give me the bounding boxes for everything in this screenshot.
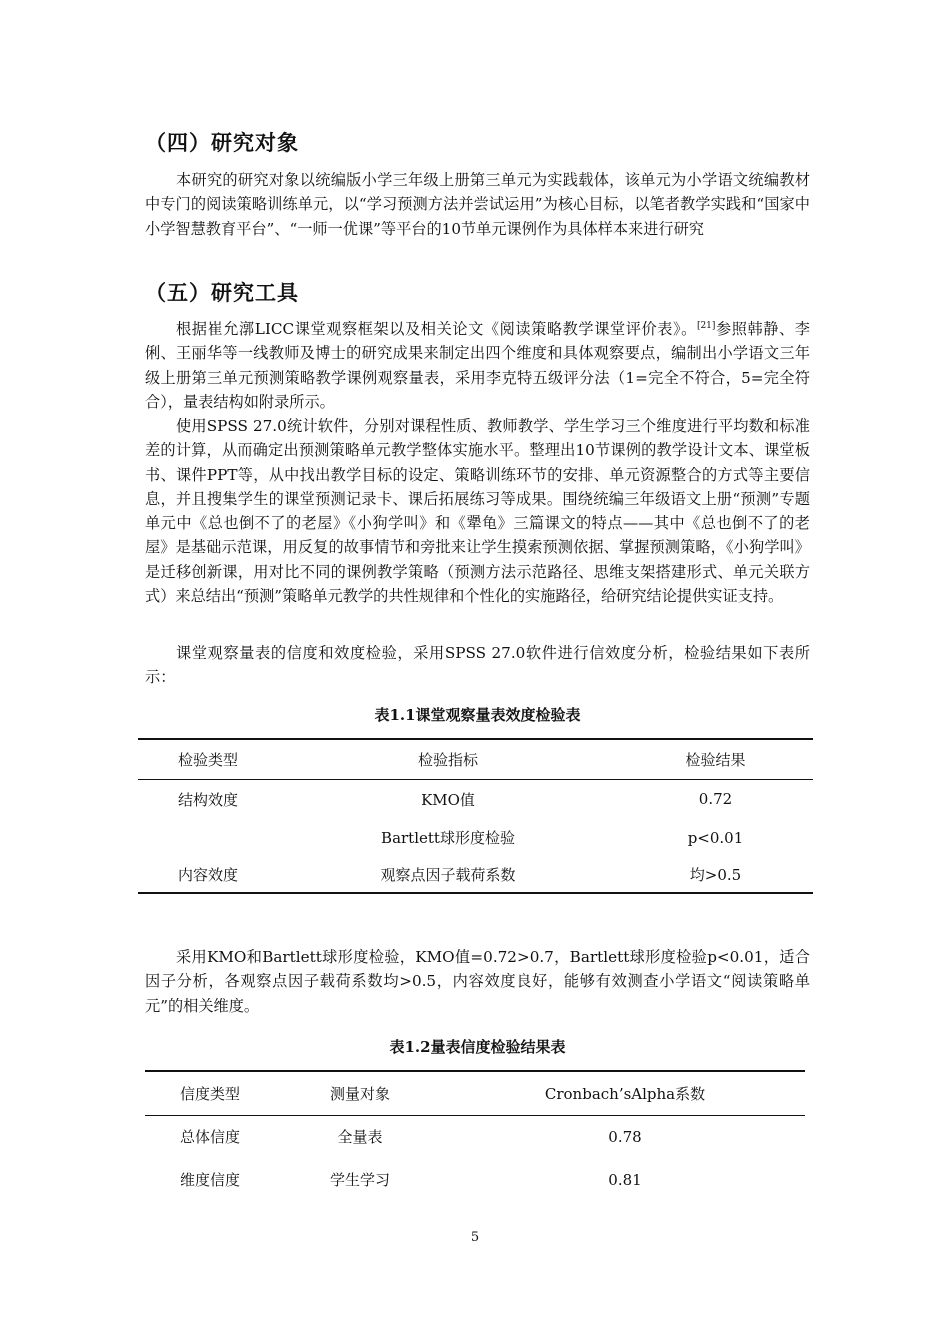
table-header-cell: 检验类型 [138, 739, 278, 779]
table-header-cell: 检验指标 [278, 739, 618, 779]
table-cell [138, 819, 278, 856]
paragraph-text: 参照韩静、李俐、王丽华等一线教师及博士的研究成果来制定出四个维度和具体观察要点，编制出小学语文三年级上册第三单元预测策略教学课例观察量表，采用李克特五级评分法（1=完全不符合，5=完全符合），量表结构如附录所示。 [145, 320, 810, 411]
table-cell: KMO值 [421, 790, 475, 809]
table-cell: 0.78 [608, 1127, 642, 1146]
section-heading-5: （五）研究工具 [145, 281, 299, 305]
citation-mark: [21] [696, 320, 716, 331]
table-header-cell: 信度类型 [145, 1071, 275, 1115]
table-row [145, 1115, 805, 1158]
table-cell: Bartlett球形度检验 [381, 829, 515, 847]
table-row [138, 819, 813, 856]
paragraph-research-tools [145, 317, 810, 414]
table-cell: 内容效度 [177, 865, 238, 884]
table-header-cell: 检验结果 [618, 739, 813, 779]
table-header-row [145, 1071, 805, 1115]
table-cell: 全量表 [337, 1128, 383, 1147]
table-header-cell: Cronbach’sAlpha系数 [445, 1071, 805, 1115]
table-cell: p<0.01 [687, 828, 744, 847]
table-cell: 总体信度 [179, 1128, 240, 1147]
table-header-cell: 测量对象 [275, 1071, 445, 1115]
paragraph-research-object: 本研究的研究对象以统编版小学三年级上册第三单元为实践载体，该单元为小学语文统编教材中专门的阅读策略训练单元，以“学习预测方法并尝试运用”为核心目标，以笔者教学实践和“国家中小学智慧教育平台”、“一师一优课”等平台的10节单元课例作为具体样本来进行研究 [145, 171, 810, 238]
reliability-table [145, 1070, 805, 1201]
table-row [138, 856, 813, 893]
paragraph-reliability-intro: 课堂观察量表的信度和效度检验，采用SPSS 27.0软件进行信效度分析，检验结果如下表所示： [145, 644, 810, 687]
table-cell: 观察点因子载荷系数 [380, 865, 516, 884]
table-cell: 学生学习 [329, 1171, 390, 1189]
paragraph-spss-analysis: 使用SPSS 27.0统计软件，分别对课程性质、教师教学、学生学习三个维度进行平均数和标准差的计算，从而确定出预测策略单元教学整体实施水平。整理出10节课例的教学设计文本、课堂板书、课件PPT等，从中找出教学目标的设定、策略训练环节的安排、单元资源整合的方式等主要信息，并且搜集学生的课堂预测记录卡、课后拓展练习等成果。围绕统编三年级语文上册“预测”专题单元中《总也倒不了的老屋》《小狗学叫》和《犟龟》三篇课文的特点——其中《总也倒不了的老屋》是基础示范课，用反复的故事情节和旁批来让学生摸索预测依据、掌握预测策略，《小狗学叫》是迁移创新课，用对比不同的课例教学策略（预测方法示范路径、思维支架搭建形式、单元关联方式）来总结出“预测”策略单元教学的共性规律和个性化的实施路径，给研究结论提供实证支持。 [145, 417, 810, 606]
table-cell: 0.72 [698, 790, 733, 809]
section-heading-4: （四）研究对象 [145, 131, 299, 155]
paragraph-kmo-result: 采用KMO和Bartlett球形度检验，KMO值=0.72>0.7，Bartlett球形度检验p<0.01，适合因子分析，各观察点因子载荷系数均>0.5，内容效度良好，能够有效测查小学语文“阅读策略单元”的相关维度。 [145, 948, 810, 1015]
table-row [145, 1158, 805, 1201]
table-header-row [138, 739, 813, 779]
table2-caption: 表1.2量表信度检验结果表 [389, 1038, 566, 1056]
table-row [138, 779, 813, 819]
validity-table [138, 738, 813, 894]
table-cell: 结构效度 [177, 790, 238, 809]
table-cell: 均>0.5 [689, 865, 742, 884]
table-cell: 维度信度 [179, 1171, 240, 1189]
table1-caption: 表1.1课堂观察量表效度检验表 [374, 706, 581, 724]
page-number: 5 [470, 1230, 480, 1245]
paragraph-text: 根据崔允漷LICC课堂观察框架以及相关论文《阅读策略教学课堂评价表》。 [176, 320, 697, 338]
table-cell: 0.81 [608, 1170, 642, 1189]
